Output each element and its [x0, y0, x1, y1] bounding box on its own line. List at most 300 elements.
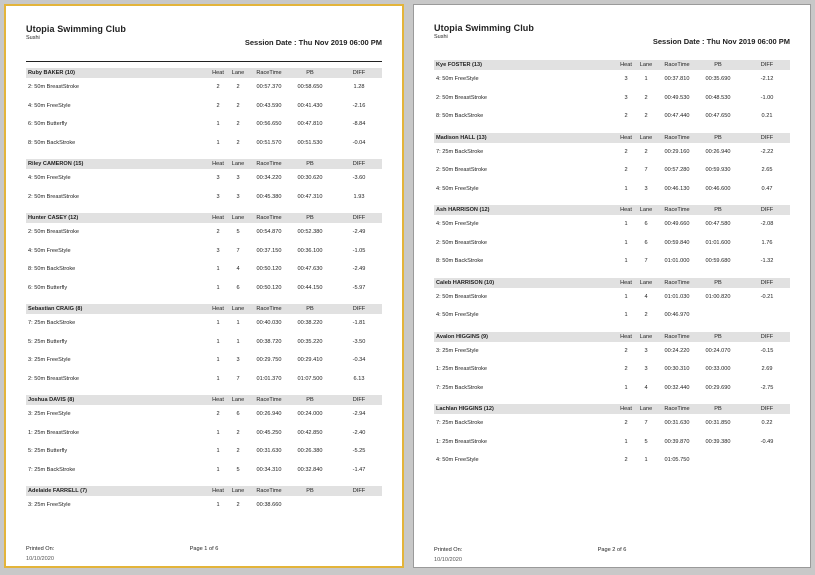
column-header: RaceTime: [664, 207, 690, 213]
event-row: [434, 143, 790, 162]
column-header: Heat: [212, 397, 224, 403]
event-name: 2: 50m BreastStroke: [28, 375, 79, 382]
report-page-1[interactable]: [4, 4, 404, 568]
event-lane: 3: [236, 193, 240, 200]
event-lane: 3: [644, 347, 648, 354]
event-pb: 00:58.650: [297, 84, 323, 90]
event-name: 8: 50m BackStroke: [28, 139, 76, 146]
event-time: 00:59.840: [664, 239, 690, 246]
column-header: DIFF: [760, 406, 774, 412]
column-header: Heat: [620, 207, 632, 213]
event-time: 01:01.000: [664, 258, 690, 264]
swimmer-name: Joshua DAVIS (8): [28, 397, 75, 403]
event-name: 1: 25m BreastStroke: [28, 429, 79, 436]
event-heat: 1: [624, 438, 628, 445]
column-header: Lane: [639, 134, 653, 141]
session-value: Thu Nov 2019 06:00 PM: [298, 38, 382, 47]
event-time: 00:54.870: [256, 229, 282, 235]
column-header: DIFF: [352, 397, 366, 403]
column-header: PB: [714, 279, 722, 286]
event-lane: 3: [644, 366, 648, 372]
event-lane: 6: [644, 239, 648, 246]
event-lane: 2: [236, 429, 240, 436]
event-pb: 00:29.690: [705, 384, 731, 391]
event-row: [434, 306, 790, 325]
event-heat: 2: [624, 148, 628, 155]
event-time: 00:39.870: [664, 438, 690, 445]
event-name: 3: 25m FreeStyle: [436, 347, 479, 354]
event-lane: 2: [236, 84, 240, 90]
swimmer-header: [26, 159, 382, 169]
event-heat: 1: [216, 466, 220, 473]
column-header: RaceTime: [664, 134, 690, 141]
event-heat: 3: [216, 175, 220, 181]
column-header: DIFF: [352, 215, 366, 221]
event-name: 2: 50m BreastStroke: [436, 239, 487, 246]
event-lane: 3: [644, 185, 648, 192]
event-row: [26, 442, 382, 461]
event-lane: 1: [236, 338, 240, 345]
event-heat: 1: [624, 258, 628, 264]
event-row: [434, 379, 790, 398]
event-lane: 1: [236, 320, 240, 326]
column-header: Lane: [639, 406, 653, 412]
event-pb: 01:00.820: [705, 293, 731, 300]
event-time: 00:49.530: [664, 94, 690, 101]
event-name: 2: 50m BreastStroke: [436, 94, 487, 101]
event-heat: 2: [624, 347, 628, 354]
event-row: [434, 433, 790, 452]
report-subtitle: Sushi: [26, 35, 40, 41]
swimmer-header: [434, 60, 790, 70]
event-pb: 01:01.600: [705, 239, 731, 246]
column-header: Heat: [212, 161, 224, 167]
event-row: [434, 89, 790, 108]
event-heat: 3: [624, 76, 628, 82]
event-lane: 2: [644, 113, 648, 119]
swimmer-name: Ash HARRISON (12): [436, 207, 490, 213]
session-date: [653, 37, 790, 46]
event-heat: 3: [216, 247, 220, 254]
club-name: Utopia Swimming Club: [434, 23, 534, 33]
swimmer-header: [26, 304, 382, 314]
event-time: 00:24.220: [664, 347, 690, 354]
column-header: RaceTime: [664, 62, 690, 68]
event-lane: 2: [644, 148, 648, 155]
event-time: 00:49.660: [664, 221, 690, 227]
event-row: [434, 451, 790, 470]
column-header: PB: [714, 406, 722, 412]
event-row: [26, 169, 382, 188]
event-name: 4: 50m FreeStyle: [436, 76, 479, 82]
swimmer-name: Adelaide FARRELL (7): [28, 488, 87, 494]
event-time: 00:50.120: [256, 266, 282, 272]
event-heat: 1: [216, 502, 220, 508]
event-lane: 2: [236, 502, 240, 508]
event-heat: 1: [624, 239, 628, 246]
event-time: 00:37.150: [256, 247, 282, 254]
section-gap: [26, 515, 382, 522]
event-lane: 7: [236, 375, 240, 382]
swimmer-header: [434, 332, 790, 342]
column-header: RaceTime: [256, 488, 282, 494]
event-row: [26, 78, 382, 97]
column-header: Heat: [620, 406, 632, 412]
event-pb: 00:35.690: [705, 76, 731, 82]
section-gap: [434, 126, 790, 133]
event-name: 7: 25m BackStroke: [28, 466, 76, 473]
swimmer-name: Ruby BAKER (10): [28, 70, 75, 76]
event-name: 2: 50m BreastStroke: [28, 193, 79, 200]
swimmer-header: [26, 68, 382, 78]
event-diff: 1.28: [353, 84, 365, 90]
section-gap: [434, 271, 790, 278]
event-row: [26, 223, 382, 242]
event-time: 01:01.030: [664, 293, 690, 300]
swimmer-name: Lachlan HIGGINS (12): [436, 406, 494, 412]
event-diff: -0.49: [760, 438, 774, 445]
column-header: Lane: [231, 397, 245, 403]
event-lane: 7: [644, 420, 648, 426]
event-pb: 00:47.630: [297, 266, 323, 272]
event-diff: 1.76: [761, 239, 773, 246]
event-row: [434, 107, 790, 126]
event-diff: -1.05: [352, 247, 366, 254]
event-diff: -0.04: [352, 139, 366, 146]
column-header: PB: [306, 161, 314, 167]
event-row: [26, 461, 382, 480]
event-name: 4: 50m FreeStyle: [28, 102, 71, 109]
event-name: 3: 25m FreeStyle: [28, 502, 71, 508]
column-header: Lane: [231, 70, 245, 76]
column-header: Heat: [620, 134, 632, 141]
column-header: DIFF: [760, 134, 774, 141]
event-heat: 1: [216, 448, 220, 454]
event-heat: 2: [624, 420, 628, 426]
printed-on-value: 10/10/2020: [26, 556, 54, 560]
page-number: Page 2 of 6: [597, 547, 627, 553]
event-time: 00:32.440: [664, 384, 690, 391]
event-time: 00:45.380: [256, 193, 282, 200]
swimmer-header: [26, 486, 382, 496]
event-name: 2: 50m BreastStroke: [436, 167, 487, 173]
column-header: Heat: [620, 279, 632, 286]
event-lane: 5: [644, 438, 648, 445]
event-row: [434, 161, 790, 180]
event-heat: 1: [624, 185, 628, 192]
event-heat: 1: [216, 139, 220, 146]
session-value: Thu Nov 2019 06:00 PM: [706, 37, 790, 46]
club-name: Utopia Swimming Club: [26, 24, 126, 34]
event-row: [26, 188, 382, 207]
event-time: 00:47.440: [664, 113, 690, 119]
swimmer-header: [434, 205, 790, 215]
event-lane: 6: [644, 221, 648, 227]
event-time: 00:38.720: [256, 338, 282, 345]
column-header: Lane: [231, 215, 245, 221]
event-diff: -3.50: [352, 338, 366, 345]
event-row: [26, 115, 382, 134]
column-header: PB: [306, 488, 314, 494]
event-diff: -2.08: [760, 221, 774, 227]
event-name: 4: 50m FreeStyle: [436, 185, 479, 192]
column-header: Lane: [231, 488, 245, 494]
column-header: RaceTime: [664, 279, 690, 286]
event-diff: -2.40: [352, 429, 366, 436]
event-diff: -1.00: [760, 94, 774, 101]
swimmer-list: [434, 60, 790, 477]
event-diff: -3.60: [352, 175, 366, 181]
column-header: PB: [714, 62, 722, 68]
event-name: 2: 50m BreastStroke: [28, 84, 79, 90]
event-lane: 4: [644, 384, 648, 391]
event-time: 00:46.970: [664, 312, 690, 318]
event-name: 4: 50m FreeStyle: [28, 247, 71, 254]
report-subtitle: Sushi: [434, 34, 448, 40]
event-row: [26, 242, 382, 261]
column-header: DIFF: [352, 161, 366, 167]
session-date: [245, 38, 382, 47]
event-lane: 2: [644, 312, 648, 318]
column-header: Heat: [212, 215, 224, 221]
column-header: DIFF: [760, 207, 774, 213]
swimmer-name: Riley CAMERON (15): [28, 161, 84, 167]
event-heat: 2: [624, 366, 628, 372]
column-header: DIFF: [760, 62, 774, 68]
section-gap: [434, 470, 790, 477]
column-header: PB: [306, 70, 314, 76]
event-pb: 00:47.650: [705, 113, 731, 119]
event-name: 6: 50m Butterfly: [28, 284, 68, 291]
event-lane: 6: [236, 411, 240, 417]
event-heat: 1: [216, 284, 220, 291]
event-pb: 00:46.600: [705, 185, 731, 192]
column-header: Lane: [639, 207, 653, 213]
event-diff: 0.21: [761, 113, 773, 119]
event-diff: -8.84: [352, 121, 366, 127]
column-header: Lane: [639, 279, 653, 286]
event-lane: 5: [236, 466, 240, 473]
column-header: PB: [714, 134, 722, 141]
event-time: 00:57.280: [664, 167, 690, 173]
event-heat: 1: [216, 121, 220, 127]
column-header: PB: [714, 207, 722, 213]
column-header: Lane: [231, 306, 245, 312]
event-name: 5: 25m Butterfly: [28, 448, 68, 454]
event-lane: 1: [644, 76, 648, 82]
event-lane: 7: [644, 258, 648, 264]
event-pb: 00:26.940: [705, 148, 731, 155]
session-label: Session Date :: [652, 37, 705, 46]
event-heat: 1: [216, 375, 220, 382]
event-diff: -5.97: [352, 284, 366, 291]
column-header: DIFF: [352, 306, 366, 312]
event-name: 4: 50m FreeStyle: [28, 175, 71, 181]
event-time: 01:01.370: [256, 375, 282, 382]
swimmer-header: [26, 395, 382, 405]
column-header: RaceTime: [256, 161, 282, 167]
swimmer-name: Hunter CASEY (12): [28, 215, 79, 221]
column-header: Lane: [639, 62, 653, 68]
event-row: [26, 405, 382, 424]
report-page-2[interactable]: [413, 4, 811, 568]
section-gap: [434, 325, 790, 332]
session-label: Session Date :: [244, 38, 297, 47]
event-pb: 00:48.530: [705, 94, 731, 101]
event-diff: -2.49: [352, 229, 366, 235]
event-time: 00:29.160: [664, 148, 690, 155]
event-time: 00:51.570: [256, 139, 282, 146]
event-diff: 2.65: [761, 167, 773, 173]
event-pb: 00:42.850: [297, 429, 323, 436]
event-time: 01:05.750: [664, 457, 690, 463]
event-pb: 00:32.840: [297, 466, 323, 473]
event-heat: 1: [624, 293, 628, 300]
swimmer-name: Kye FOSTER (13): [436, 62, 483, 68]
event-pb: 00:26.380: [297, 448, 323, 454]
event-row: [26, 279, 382, 298]
section-gap: [26, 297, 382, 304]
swimmer-name: Sebastian CRAIG (8): [28, 306, 83, 312]
section-gap: [434, 198, 790, 205]
event-diff: 6.13: [353, 375, 365, 382]
event-lane: 6: [236, 284, 240, 291]
event-diff: -0.21: [760, 293, 774, 300]
event-lane: 3: [236, 175, 240, 181]
event-name: 7: 25m BackStroke: [436, 148, 484, 155]
column-header: RaceTime: [256, 215, 282, 221]
event-row: [26, 134, 382, 153]
event-pb: 00:35.220: [297, 338, 323, 345]
event-diff: -2.12: [760, 76, 774, 82]
event-name: 3: 25m FreeStyle: [28, 357, 71, 363]
column-header: PB: [306, 397, 314, 403]
event-diff: -1.81: [352, 320, 366, 326]
column-header: RaceTime: [256, 70, 282, 76]
event-row: [434, 180, 790, 199]
event-row: [434, 234, 790, 253]
column-header: Heat: [620, 333, 632, 340]
event-time: 00:34.220: [256, 175, 282, 181]
event-time: 00:37.810: [664, 76, 690, 82]
event-name: 8: 50m BackStroke: [28, 266, 76, 272]
event-row: [434, 342, 790, 361]
event-row: [434, 215, 790, 234]
event-pb: 00:47.810: [297, 121, 323, 127]
event-heat: 2: [624, 113, 628, 119]
event-pb: 01:07.500: [297, 375, 323, 382]
event-row: [434, 414, 790, 433]
event-lane: 5: [236, 229, 240, 235]
column-header: PB: [306, 215, 314, 221]
column-header: DIFF: [352, 70, 366, 76]
event-heat: 1: [624, 221, 628, 227]
swimmer-name: Avalon HIGGINS (9): [436, 333, 489, 340]
event-name: 5: 25m Butterfly: [28, 338, 68, 345]
event-time: 00:46.130: [664, 185, 690, 192]
event-lane: 2: [236, 121, 240, 127]
event-lane: 4: [644, 293, 648, 300]
event-name: 4: 50m FreeStyle: [436, 221, 479, 227]
event-pb: 00:24.000: [297, 411, 323, 417]
event-heat: 2: [216, 102, 220, 109]
swimmer-list: [26, 68, 382, 522]
event-lane: 7: [644, 167, 648, 173]
event-pb: 00:51.530: [297, 139, 323, 146]
event-pb: 00:44.150: [297, 284, 323, 291]
section-gap: [26, 206, 382, 213]
printed-on-label: Printed On:: [26, 546, 55, 552]
column-header: Lane: [231, 161, 245, 167]
swimmer-name: Caleb HARRISON (10): [436, 279, 495, 286]
event-name: 8: 50m BackStroke: [436, 258, 484, 264]
event-diff: 0.22: [761, 420, 773, 426]
event-time: 00:31.630: [256, 448, 282, 454]
column-header: Lane: [639, 333, 653, 340]
event-lane: 2: [236, 102, 240, 109]
event-diff: 2.69: [761, 366, 773, 372]
event-row: [26, 314, 382, 333]
event-lane: 2: [236, 448, 240, 454]
column-header: RaceTime: [664, 406, 690, 412]
event-diff: -5.25: [352, 448, 366, 454]
header-divider: [26, 61, 382, 62]
column-header: PB: [714, 333, 722, 340]
printed-on-label: Printed On:: [434, 547, 463, 553]
event-pb: 00:31.850: [705, 420, 731, 426]
event-time: 00:50.120: [256, 284, 282, 291]
event-row: [26, 370, 382, 389]
section-gap: [26, 479, 382, 486]
event-diff: 0.47: [761, 185, 773, 192]
event-heat: 3: [624, 94, 628, 101]
column-header: Heat: [212, 70, 224, 76]
event-lane: 7: [236, 247, 240, 254]
event-heat: 2: [216, 411, 220, 417]
event-row: [26, 424, 382, 443]
event-pb: 00:24.070: [705, 347, 731, 354]
event-name: 3: 25m FreeStyle: [28, 411, 71, 417]
event-diff: -2.22: [760, 148, 774, 155]
event-heat: 2: [216, 84, 220, 90]
event-row: [26, 496, 382, 515]
event-row: [434, 360, 790, 379]
section-gap: [26, 388, 382, 395]
event-heat: 1: [624, 312, 628, 318]
event-pb: 00:47.580: [705, 221, 731, 227]
section-gap: [26, 152, 382, 159]
event-time: 00:26.940: [256, 411, 282, 417]
event-name: 7: 25m BackStroke: [436, 420, 484, 426]
event-diff: -1.47: [352, 466, 366, 473]
event-time: 00:29.750: [256, 357, 282, 363]
event-pb: 00:59.930: [705, 167, 731, 173]
event-row: [434, 70, 790, 89]
column-header: DIFF: [760, 333, 774, 340]
column-header: PB: [306, 306, 314, 312]
event-name: 1: 25m BreastStroke: [436, 366, 487, 372]
event-time: 00:38.660: [256, 502, 282, 508]
event-name: 7: 25m BackStroke: [28, 320, 76, 326]
event-row: [434, 252, 790, 271]
column-header: RaceTime: [256, 397, 282, 403]
event-time: 00:31.630: [664, 420, 690, 426]
event-name: 1: 25m BreastStroke: [436, 438, 487, 445]
event-diff: 1.93: [353, 193, 365, 200]
event-pb: 00:39.380: [705, 438, 731, 445]
event-heat: 1: [216, 338, 220, 345]
event-pb: 00:36.100: [297, 247, 323, 254]
